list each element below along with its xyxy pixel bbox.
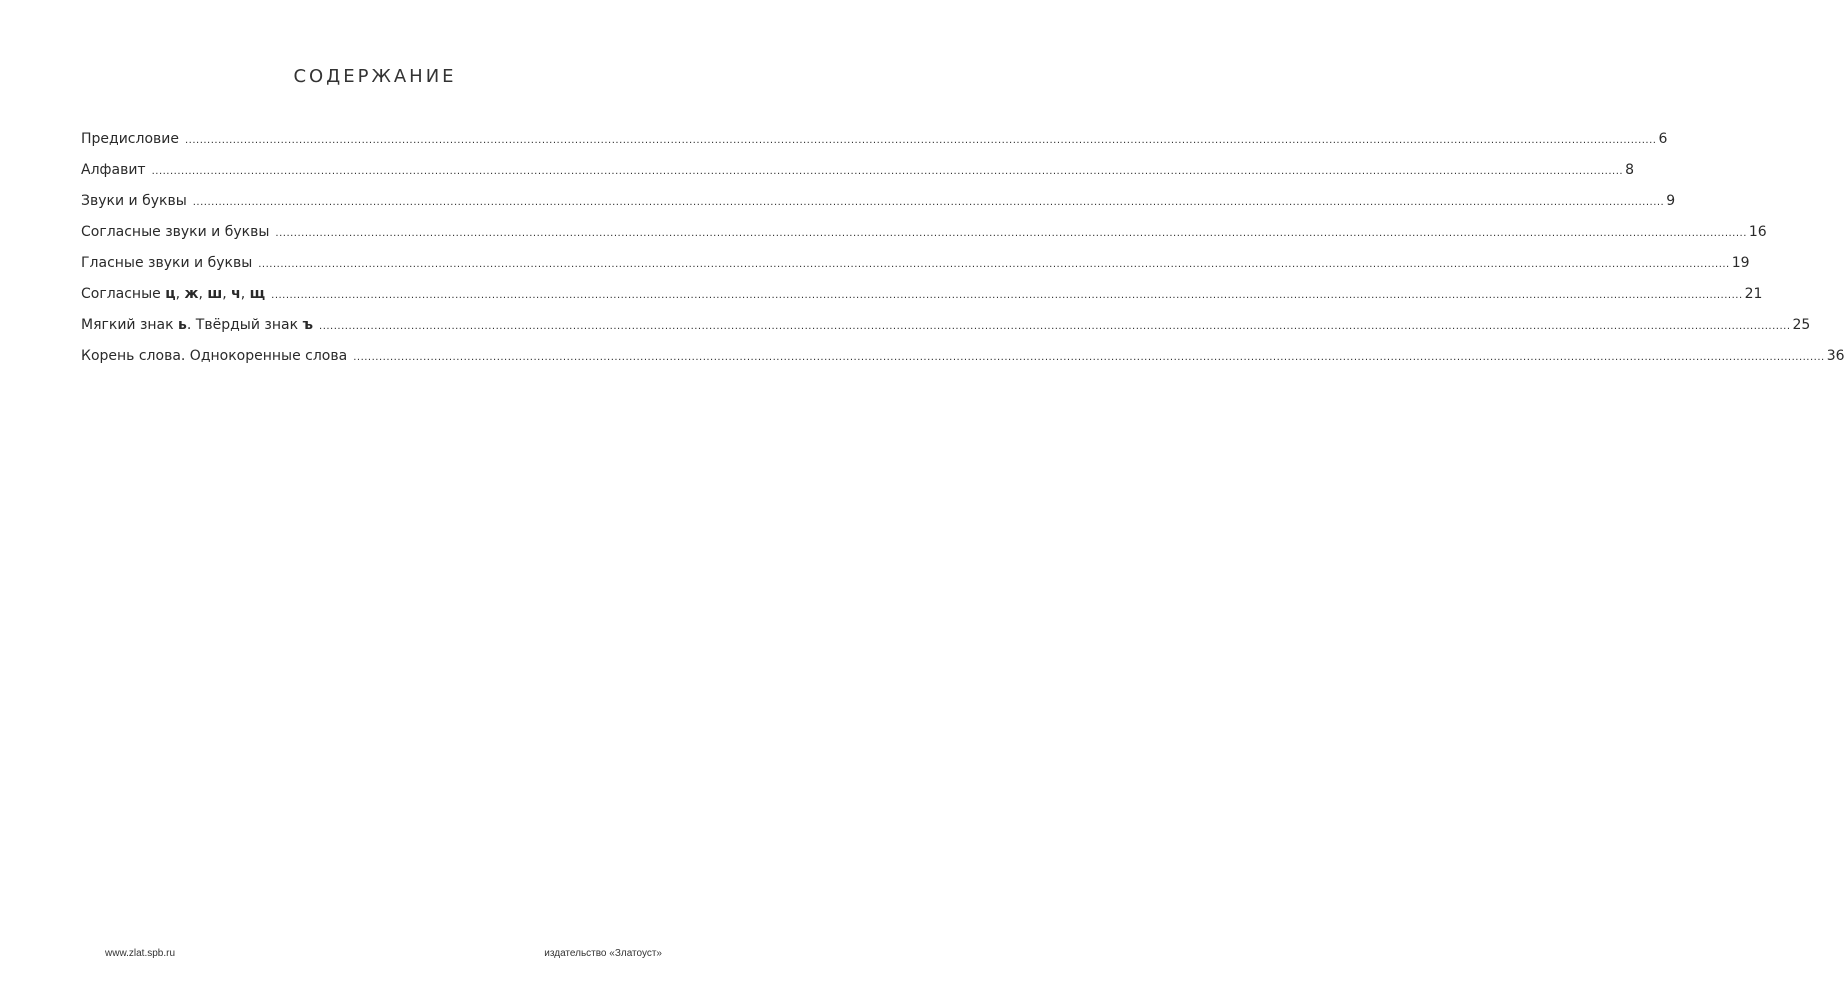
toc-entry-title-bold-letter: ж bbox=[184, 286, 199, 302]
table-of-contents bbox=[81, 127, 1845, 375]
toc-page-number: 9 bbox=[1666, 193, 1676, 209]
toc-entry-title-part: , bbox=[175, 286, 185, 302]
toc-entry-title-bold-letter: ш bbox=[207, 286, 223, 302]
toc-entry-title bbox=[81, 282, 265, 306]
toc-page-number: 16 bbox=[1748, 224, 1767, 240]
toc-entry-title-part: , bbox=[198, 286, 208, 302]
footer-website: www.zlat.spb.ru bbox=[105, 948, 176, 959]
toc-page-number: 19 bbox=[1731, 255, 1750, 271]
toc-leader-dots: ................................................................................................................................................................................................................................................................................................................................................................................................................ bbox=[319, 321, 1791, 332]
toc-entry bbox=[81, 313, 1811, 344]
toc-entry-title: Согласные звуки и буквы bbox=[81, 224, 270, 240]
toc-entry-title bbox=[81, 313, 313, 337]
toc-leader-dots: ................................................................................................................................................................................................................................................................................................................................................................................................................ bbox=[192, 197, 1665, 208]
toc-entry bbox=[81, 189, 1676, 220]
toc-leader-dots: ................................................................................................................................................................................................................................................................................................................................................................................................................ bbox=[151, 166, 1624, 177]
toc-entry-title: Звуки и буквы bbox=[81, 193, 187, 209]
toc-entry-title-bold-letter: щ bbox=[249, 286, 266, 302]
toc-entry-title: Предисловие bbox=[81, 131, 179, 147]
toc-entry bbox=[81, 251, 1750, 282]
toc-entry bbox=[81, 220, 1767, 251]
toc-entry-title-bold-letter: ъ bbox=[302, 317, 314, 333]
toc-leader-dots: ................................................................................................................................................................................................................................................................................................................................................................................................................ bbox=[275, 228, 1747, 239]
toc-entry-title: Гласные звуки и буквы bbox=[81, 255, 253, 271]
toc-entry-title-part: , bbox=[240, 286, 250, 302]
toc-entry-title-part: Согласные bbox=[81, 286, 166, 302]
toc-entry-title-part: , bbox=[222, 286, 232, 302]
toc-page-number: 21 bbox=[1744, 286, 1763, 302]
toc-entry bbox=[81, 158, 1634, 189]
page-title: СОДЕРЖАНИЕ bbox=[293, 66, 457, 87]
footer-publisher: издательство «Златоуст» bbox=[544, 948, 662, 959]
toc-leader-dots: ................................................................................................................................................................................................................................................................................................................................................................................................................ bbox=[353, 352, 1825, 363]
toc-entry-title: Корень слова. Однокоренные слова bbox=[81, 348, 348, 364]
toc-entry-title-bold-letter: ь bbox=[178, 317, 187, 333]
toc-entry bbox=[81, 344, 1845, 375]
toc-page-number: 6 bbox=[1658, 131, 1668, 147]
toc-page-number: 8 bbox=[1625, 162, 1634, 178]
toc-page-number: 25 bbox=[1792, 317, 1811, 333]
toc-page-number: 36 bbox=[1826, 348, 1845, 364]
toc-leader-dots: ................................................................................................................................................................................................................................................................................................................................................................................................................ bbox=[258, 259, 1730, 270]
toc-entry-title-bold-letter: ч bbox=[231, 286, 241, 302]
toc-leader-dots: ................................................................................................................................................................................................................................................................................................................................................................................................................ bbox=[271, 290, 1743, 301]
toc-entry-title-part: . Твёрдый знак bbox=[186, 317, 303, 333]
toc-leader-dots: ................................................................................................................................................................................................................................................................................................................................................................................................................ bbox=[184, 135, 1657, 146]
toc-entry-title: Алфавит bbox=[81, 162, 146, 178]
toc-entry bbox=[81, 127, 1668, 158]
toc-entry bbox=[81, 282, 1763, 313]
toc-entry-title-bold-letter: ц bbox=[165, 286, 176, 302]
toc-entry-title-part: Мягкий знак bbox=[81, 317, 179, 333]
